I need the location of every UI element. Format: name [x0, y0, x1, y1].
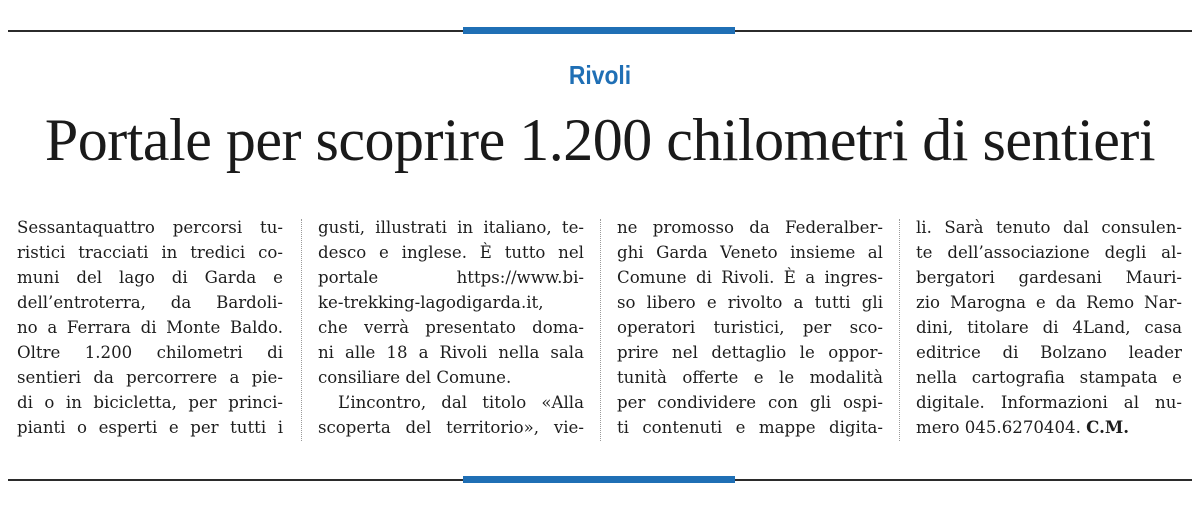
text-line: ti contenuti e mappe digita- — [617, 418, 883, 437]
article-column-3 — [617, 215, 883, 440]
text-line: no a Ferrara di Monte Baldo. — [17, 318, 283, 337]
column-divider — [899, 219, 901, 441]
text-line: sentieri da percorrere a pie- — [17, 368, 283, 387]
text-line: che verrà presentato doma- — [318, 318, 584, 337]
text-line: digitale. Informazioni al nu- — [916, 393, 1182, 412]
text-line: nella cartografia stampata e — [916, 368, 1182, 387]
text-line: dell’entroterra, da Bardoli- — [17, 293, 283, 312]
text-line: prire nel dettaglio le oppor- — [617, 343, 883, 362]
author-signature: C.M. — [1086, 417, 1130, 437]
bottom-accent-bar — [463, 476, 735, 483]
text-line: L’incontro, dal titolo «Alla — [338, 393, 584, 412]
column-divider — [301, 219, 303, 441]
text-line: gusti, illustrati in italiano, te- — [318, 218, 584, 237]
text-line: per condividere con gli ospi- — [617, 393, 883, 412]
top-accent-bar — [463, 27, 735, 34]
article-column-2 — [318, 215, 584, 440]
text-line: editrice di Bolzano leader — [916, 343, 1182, 362]
text-line: so libero e rivolto a tutti gli — [617, 293, 883, 312]
text-line: desco e inglese. È tutto nel — [318, 243, 584, 262]
text-line: muni del lago di Garda e — [17, 268, 283, 287]
text-line: ristici tracciati in tredici co- — [17, 243, 283, 262]
text-line: dini, titolare di 4Land, casa — [916, 318, 1182, 337]
text-line: ne promosso da Federalber- — [617, 218, 883, 237]
article-headline: Portale per scoprire 1.200 chilometri di sentieri — [44, 107, 1156, 173]
text-line: operatori turistici, per sco- — [617, 318, 883, 337]
text-line: Sessantaquattro percorsi tu- — [17, 218, 283, 237]
text-line: consiliare del Comune. — [318, 368, 512, 387]
text-line: bergatori gardesani Mauri- — [916, 268, 1182, 287]
text-line: Oltre 1.200 chilometri di — [17, 343, 283, 362]
text-line: portale https://www.bi- — [318, 268, 584, 287]
text-line: Comune di Rivoli. È a ingres- — [617, 268, 883, 287]
text-line-final — [916, 415, 1182, 440]
text-line: ni alle 18 a Rivoli nella sala — [318, 343, 584, 362]
column-divider — [600, 219, 602, 441]
text-line: zio Marogna e da Remo Nar- — [916, 293, 1182, 312]
section-kicker: Rivoli — [568, 60, 632, 90]
text-line: ke-trekking-lagodigarda.it, — [318, 293, 544, 312]
article-column-4 — [916, 215, 1182, 440]
text-line: te dell’associazione degli al- — [916, 243, 1182, 262]
text-line-final-content: mero 045.6270404. — [916, 418, 1081, 437]
text-line: li. Sarà tenuto dal consulen- — [916, 218, 1182, 237]
text-line: di o in bicicletta, per princi- — [17, 393, 283, 412]
text-line: scoperta del territorio», vie- — [318, 418, 584, 437]
article-column-1 — [17, 215, 283, 440]
text-line: ghi Garda Veneto insieme al — [617, 243, 883, 262]
text-line: tunità offerte e le modalità — [617, 368, 883, 387]
text-line: pianti o esperti e per tutti i — [17, 418, 283, 437]
